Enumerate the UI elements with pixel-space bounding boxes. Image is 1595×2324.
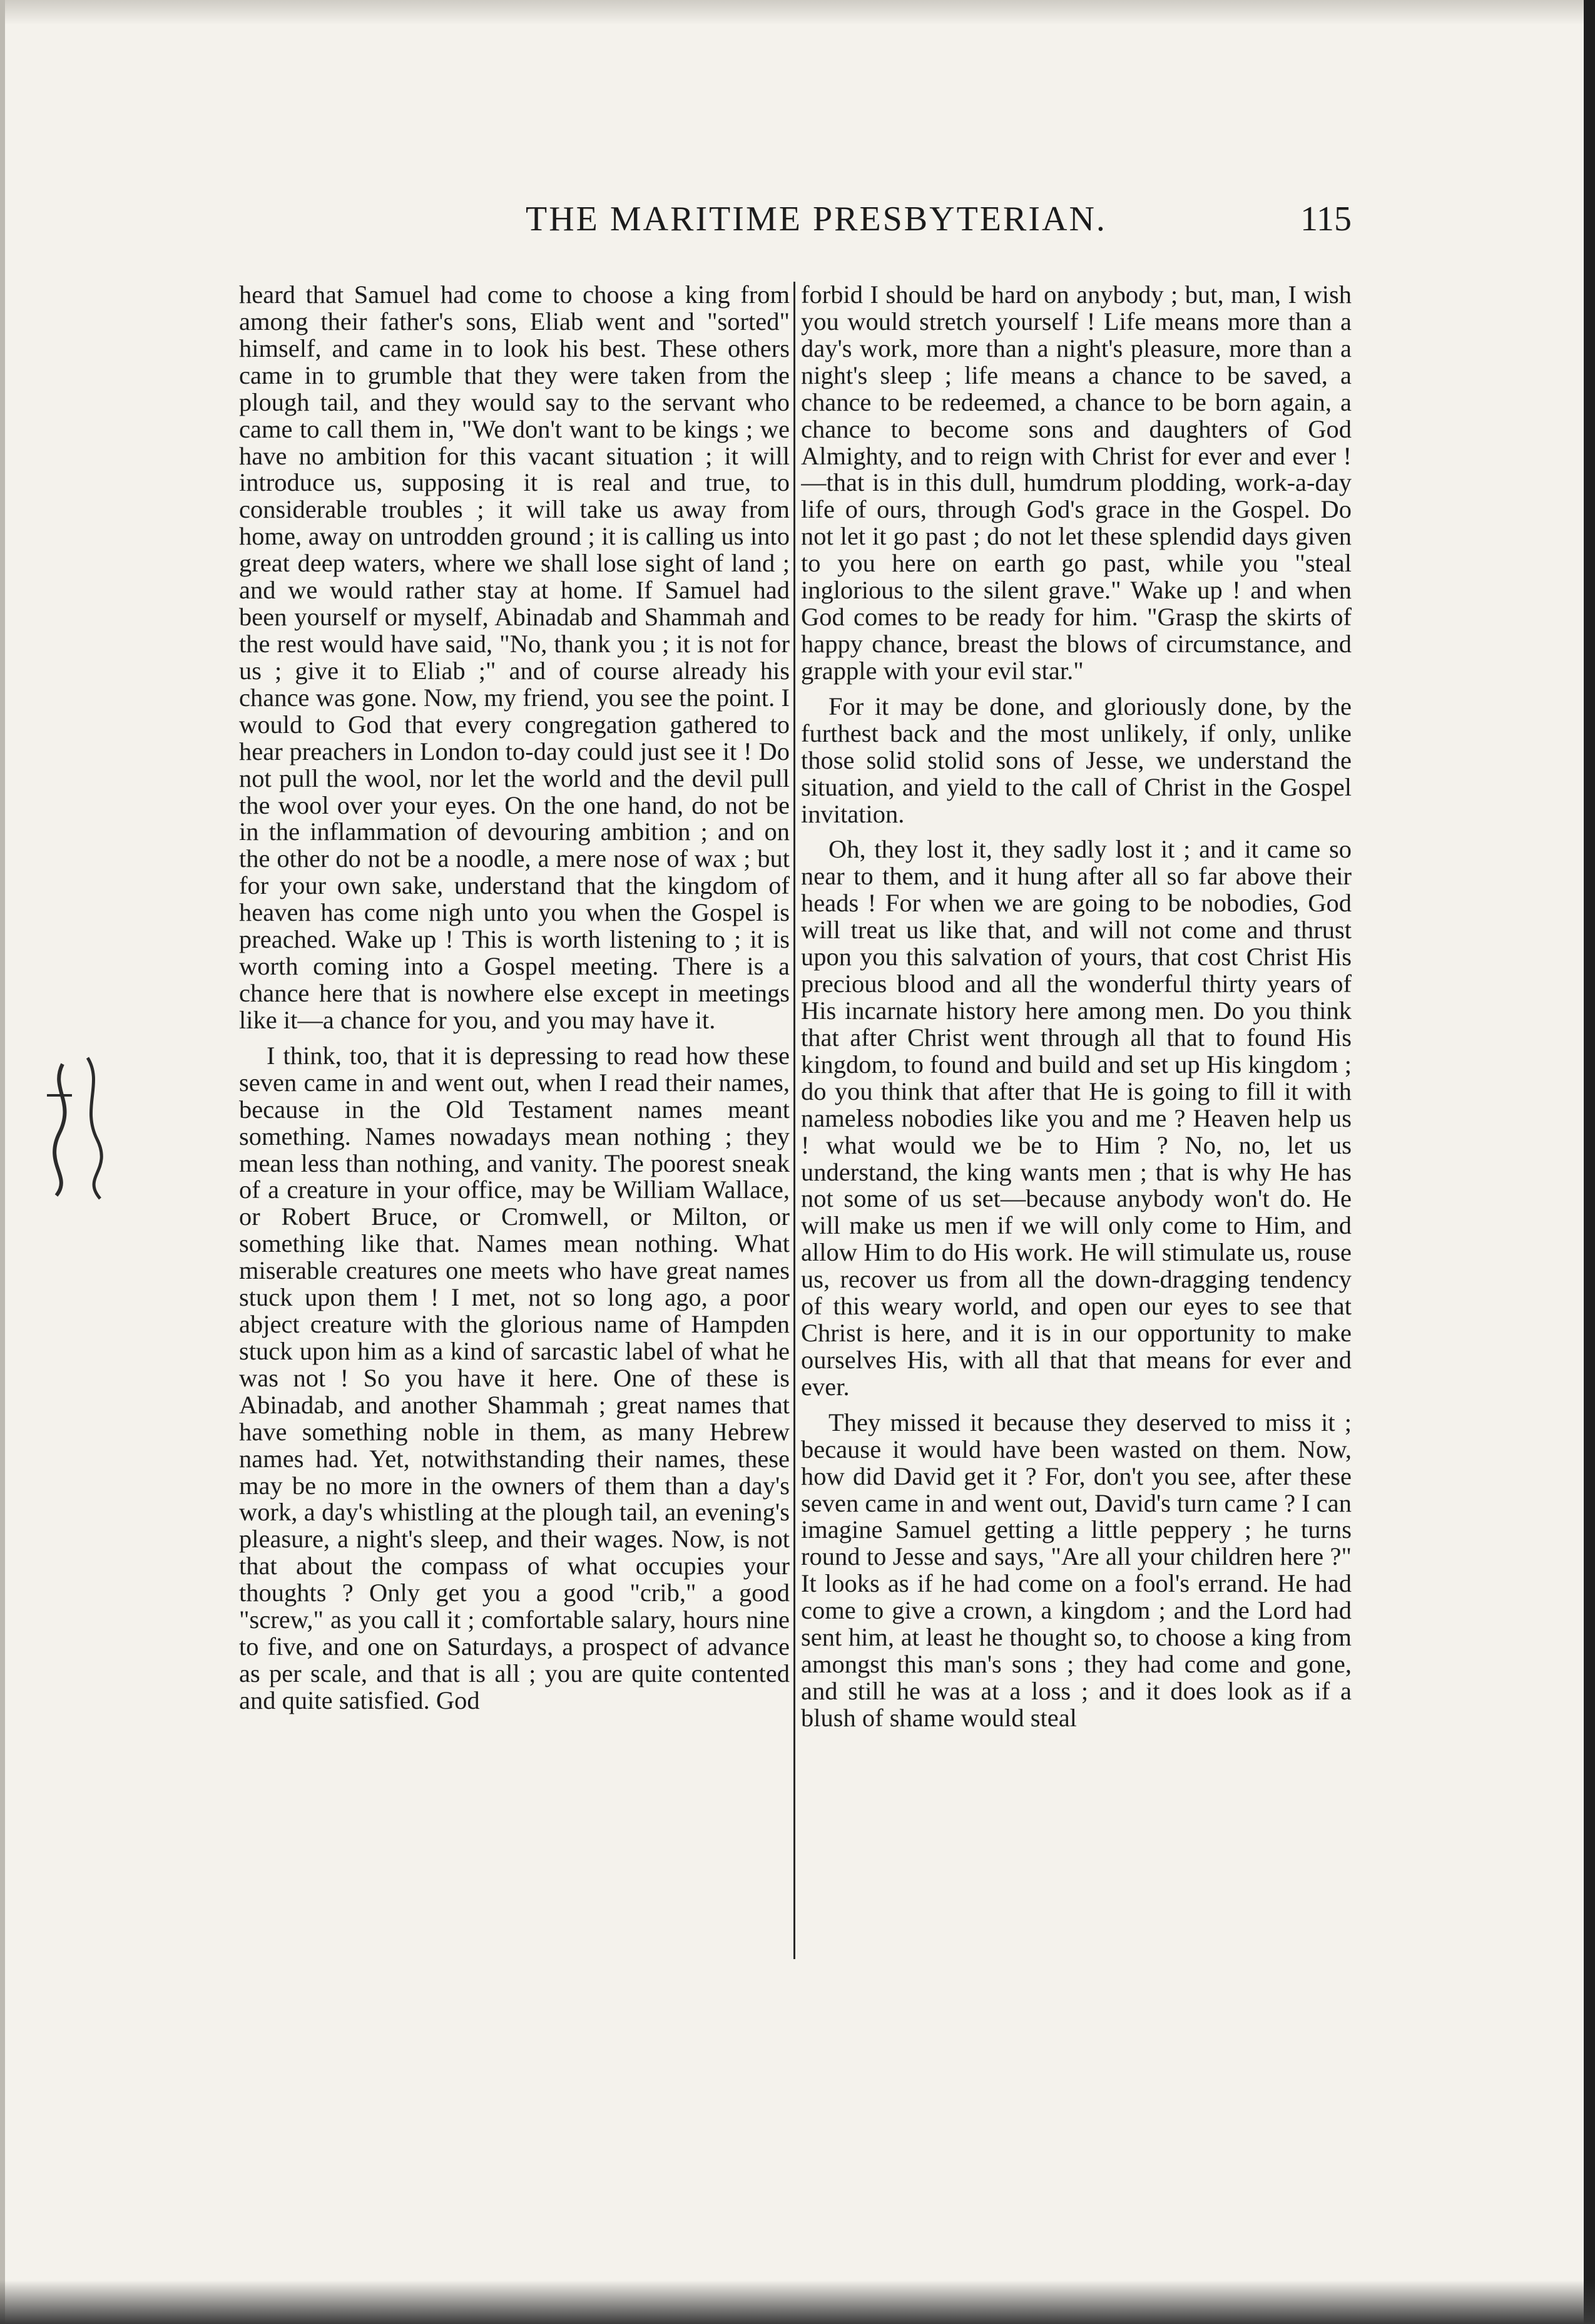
binding-thread-mark: [44, 1052, 119, 1202]
paragraph: I think, too, that it is depressing to read how these seven came in and went out, when I read their names, because in the Old Testament names meant something. Names nowadays mean nothing ; they mean less than nothing, and vanity. The poorest sneak of a creature in your office, may be William Wallace, or Robert Bruce, or Cromwell, or Milton, or something like that. Names mean nothing. What miserable creatures one meets who have great names stuck upon them ! I met, not so long ago, a poor abject creature with the glorious name of Hampden stuck upon him as a kind of sarcastic label of what he was not ! So you have it here. One of these is Abinadab, and another Shammah ; great names that have something noble in them, as many Hebrew names had. Yet, notwithstanding their names, these may be no more in the owners of them than a day's work, a day's whistling at the plough tail, an evening's pleasure, a night's sleep, and their wages. Now, is not that about the compass of what occupies your thoughts ? Only get you a good "crib," a good "screw," as you call it ; comfortable salary, hours nine to five, and one on Saturdays, a prospect of advance as per scale, and that is all ; you are quite contented and quite satisfied. God: [239, 1041, 790, 1714]
page-number: 115: [1300, 200, 1352, 238]
paragraph: forbid I should be hard on anybody ; but, man, I wish you would stretch yourself ! Life means more than a day's work, more than a night's pleasure, more than a night's sleep ; life means a chance to be saved, a chance to be redeemed, a chance to be born again, a chance to become sons and daughters of God Almighty, and to reign with Christ for ever and ever !—that is in this dull, humdrum plodding, work-a-day life of ours, through God's grace in the Gospel. Do not let it go past ; do not let these splendid days given to you here on earth go past, while you "steal inglorious to the silent grave." Wake up ! and when God comes to be ready for him. "Grasp the skirts of happy chance, breast the blows of circumstance, and grapple with your evil star.": [801, 282, 1352, 685]
paragraph: heard that Samuel had come to choose a king from among their father's sons, Eliab went and "sorted" himself, and came in to look his best. These others came in to grumble that they were taken from the plough tail, and they would say to the servant who came to call them in, "We don't want to be kings ; we have no ambition for this vacant situation ; it will introduce us, supposing it is real and true, to considerable troubles ; it will take us away from home, away on untrodden ground ; it is calling us into great deep waters, where we shall lose sight of land ; and we would rather stay at home. If Samuel had been yourself or myself, Abinadab and Shammah and the rest would have said, "No, thank you ; it is not for us ; give it to Eliab ;" and of course already his chance was gone. Now, my friend, you see the point. I would to God that every congregation gathered to hear preachers in London to-day could just see it ! Do not pull the wool, nor let the world and the devil pull the wool over your eyes. On the one hand, do not be in the inflammation of devouring ambition ; and on the other do not be a noodle, a mere nose of wax ; but for your own sake, understand that the kingdom of heaven has come nigh unto you when the Gospel is preached. Wake up ! This is worth listening to ; it is worth coming into a Gospel meeting. There is a chance here that is nowhere else except in meetings like it—a chance for you, and you may have it.: [239, 282, 790, 1034]
column-divider: [793, 282, 795, 1959]
running-title: THE MARITIME PRESBYTERIAN.: [526, 200, 1107, 238]
scan-edge-bottom: [0, 2280, 1595, 2324]
scan-edge-top: [0, 0, 1595, 25]
scan-edge-right: [1584, 0, 1595, 2324]
page-header: [238, 199, 1352, 249]
paragraph: For it may be done, and gloriously done, by the furthest back and the most unlikely, if only, unlike those solid stolid sons of Jesse, we understand the situation, and yield to the call of Christ in the Gospel invitation.: [801, 692, 1352, 828]
left-column: [239, 282, 790, 1984]
paragraph: They missed it because they deserved to miss it ; because it would have been wasted on them. Now, how did David get it ? For, don't you see, after these seven came in and went out, David's turn came ? I can imagine Samuel getting a little peppery ; he turns round to Jesse and says, "Are all your children here ?" It looks as if he had come on a fool's errand. He had come to give a crown, a kingdom ; and the Lord had sent him, at least he thought so, to choose a king from amongst this man's sons ; they had come and gone, and still he was at a loss ; and it does look as if a blush of shame would steal: [801, 1408, 1352, 1732]
paragraph: Oh, they lost it, they sadly lost it ; and it came so near to them, and it hung after all so far above their heads ! For when we are going to be nobodies, God will treat us like that, and will not come and thrust upon you this salvation of yours, that cost Christ His precious blood and all the wonderful thirty years of His incarnate history here among men. Do you think that after Christ went through all that to found His kingdom, to found and build and set up His kingdom ; do you think that after that He is going to fill it with nameless nobodies like you and me ? Heaven help us ! what would we be to Him ? No, no, let us understand, the king wants men ; that is why He has not some of us set—because anybody won't do. He will make us men if we will only come to Him, and allow Him to do His work. He will stimulate us, rouse us, recover us from all the down-dragging tendency of this weary world, and open our eyes to see that Christ is here, and it is in our opportunity to make ourselves His, with all that that means for ever and ever.: [801, 835, 1352, 1401]
right-column: [801, 282, 1352, 1984]
scan-edge-left: [0, 0, 5, 2324]
